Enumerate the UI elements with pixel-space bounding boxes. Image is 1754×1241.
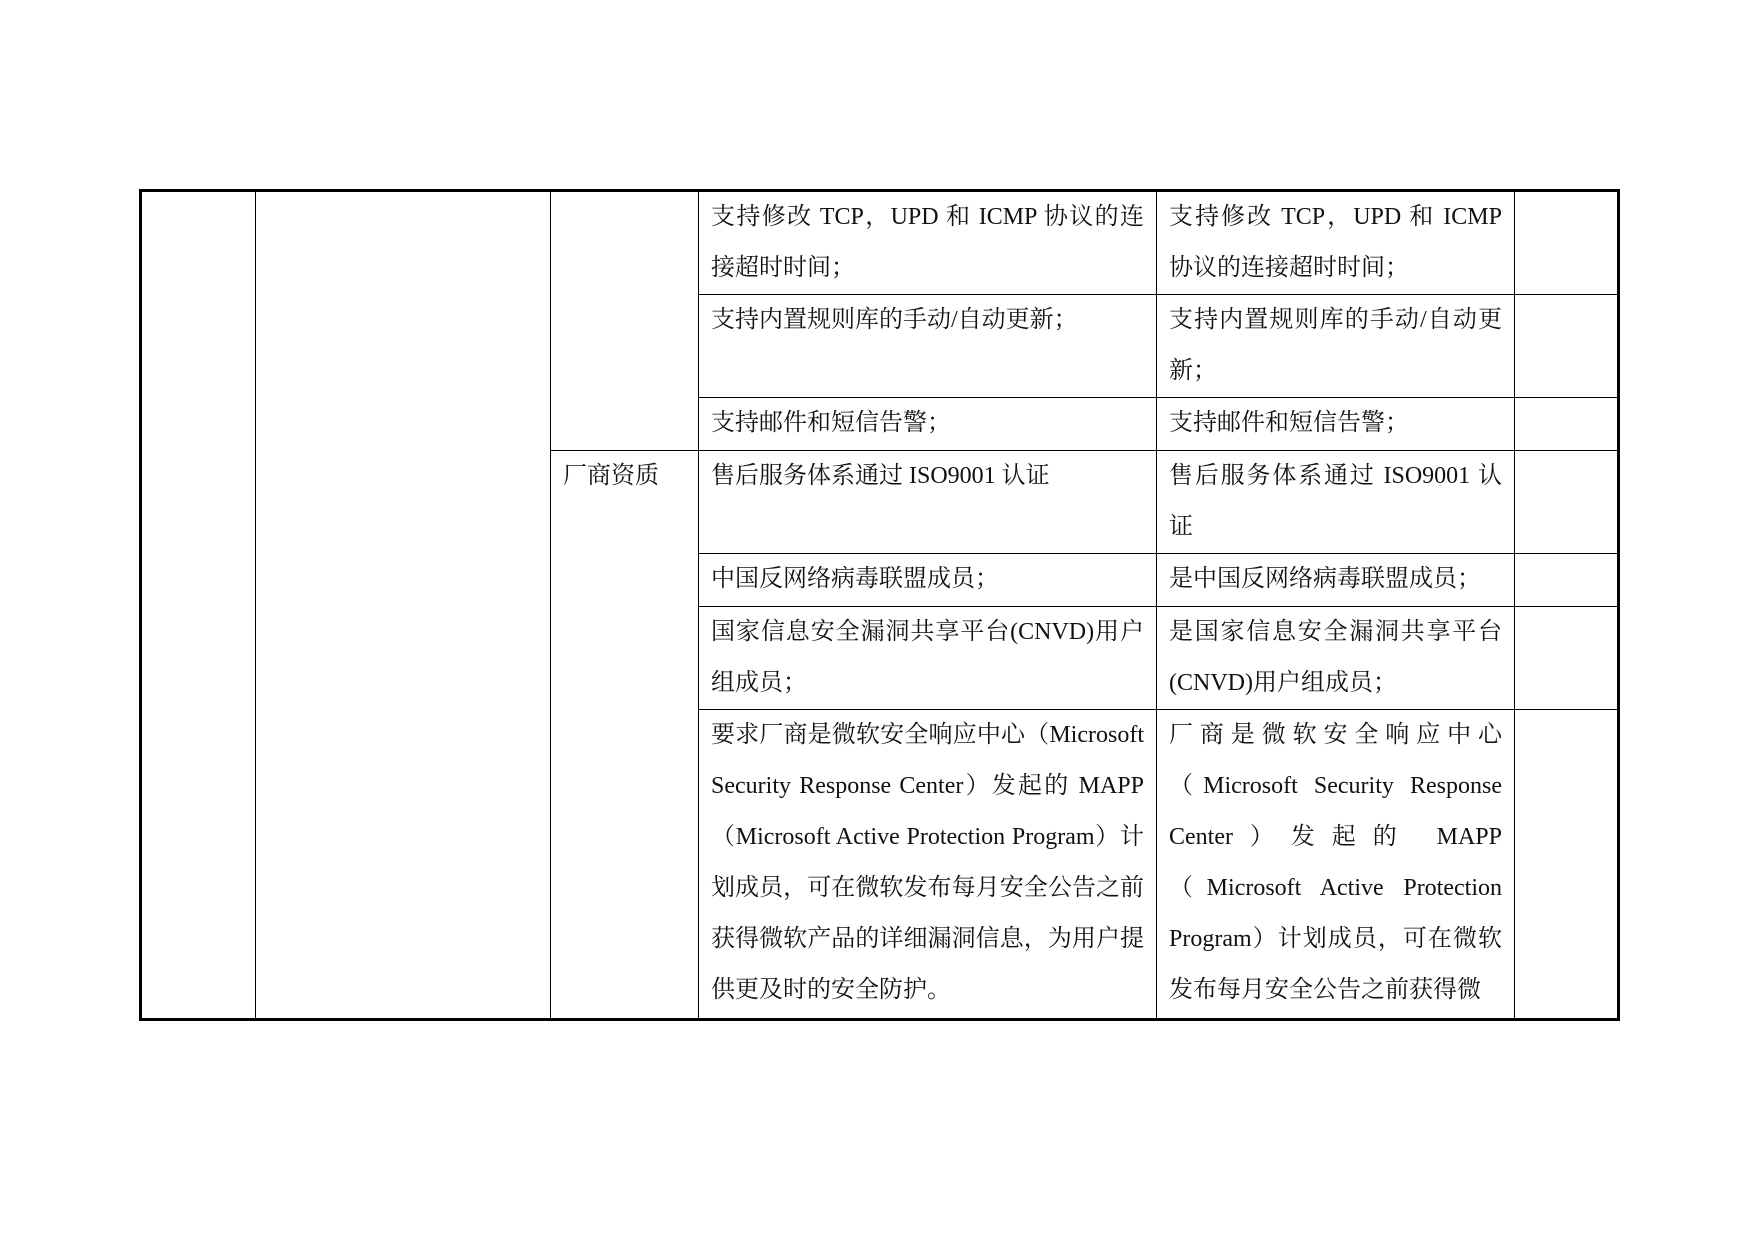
response-cell: 支持内置规则库的手动/自动更新；	[1157, 295, 1515, 398]
requirements-table	[139, 189, 1620, 1021]
remark-cell	[1515, 191, 1619, 295]
response-cell: 售后服务体系通过 ISO9001 认证	[1157, 451, 1515, 554]
requirement-cell: 支持修改 TCP，UPD 和 ICMP 协议的连接超时时间；	[699, 191, 1157, 295]
response-cell: 支持邮件和短信告警；	[1157, 398, 1515, 451]
requirement-cell: 中国反网络病毒联盟成员；	[699, 554, 1157, 607]
remark-cell	[1515, 607, 1619, 710]
item-column-cell	[256, 191, 551, 1020]
remark-cell	[1515, 398, 1619, 451]
requirement-cell: 售后服务体系通过 ISO9001 认证	[699, 451, 1157, 554]
remark-cell	[1515, 554, 1619, 607]
response-cell: 是中国反网络病毒联盟成员；	[1157, 554, 1515, 607]
response-cell: 厂商是微软安全响应中心（Microsoft Security Response Center）发起的 MAPP（Microsoft Active Protection Program）计划成员，可在微软发布每月安全公告之前获得微	[1157, 710, 1515, 1020]
remark-cell	[1515, 710, 1619, 1020]
requirement-cell: 要求厂商是微软安全响应中心（Microsoft Security Response Center）发起的 MAPP（Microsoft Active Protection Program）计划成员，可在微软发布每月安全公告之前获得微软产品的详细漏洞信息，为用户提供更及时的安全防护。	[699, 710, 1157, 1020]
response-cell: 支持修改 TCP，UPD 和 ICMP 协议的连接超时时间；	[1157, 191, 1515, 295]
requirement-cell: 国家信息安全漏洞共享平台(CNVD)用户组成员；	[699, 607, 1157, 710]
remark-cell	[1515, 295, 1619, 398]
response-cell: 是国家信息安全漏洞共享平台(CNVD)用户组成员；	[1157, 607, 1515, 710]
requirement-cell: 支持内置规则库的手动/自动更新；	[699, 295, 1157, 398]
table-row	[141, 191, 1619, 295]
category-cell: 厂商资质	[551, 451, 699, 1020]
remark-cell	[1515, 451, 1619, 554]
category-cell-empty	[551, 191, 699, 451]
index-column-cell	[141, 191, 256, 1020]
requirement-cell: 支持邮件和短信告警；	[699, 398, 1157, 451]
